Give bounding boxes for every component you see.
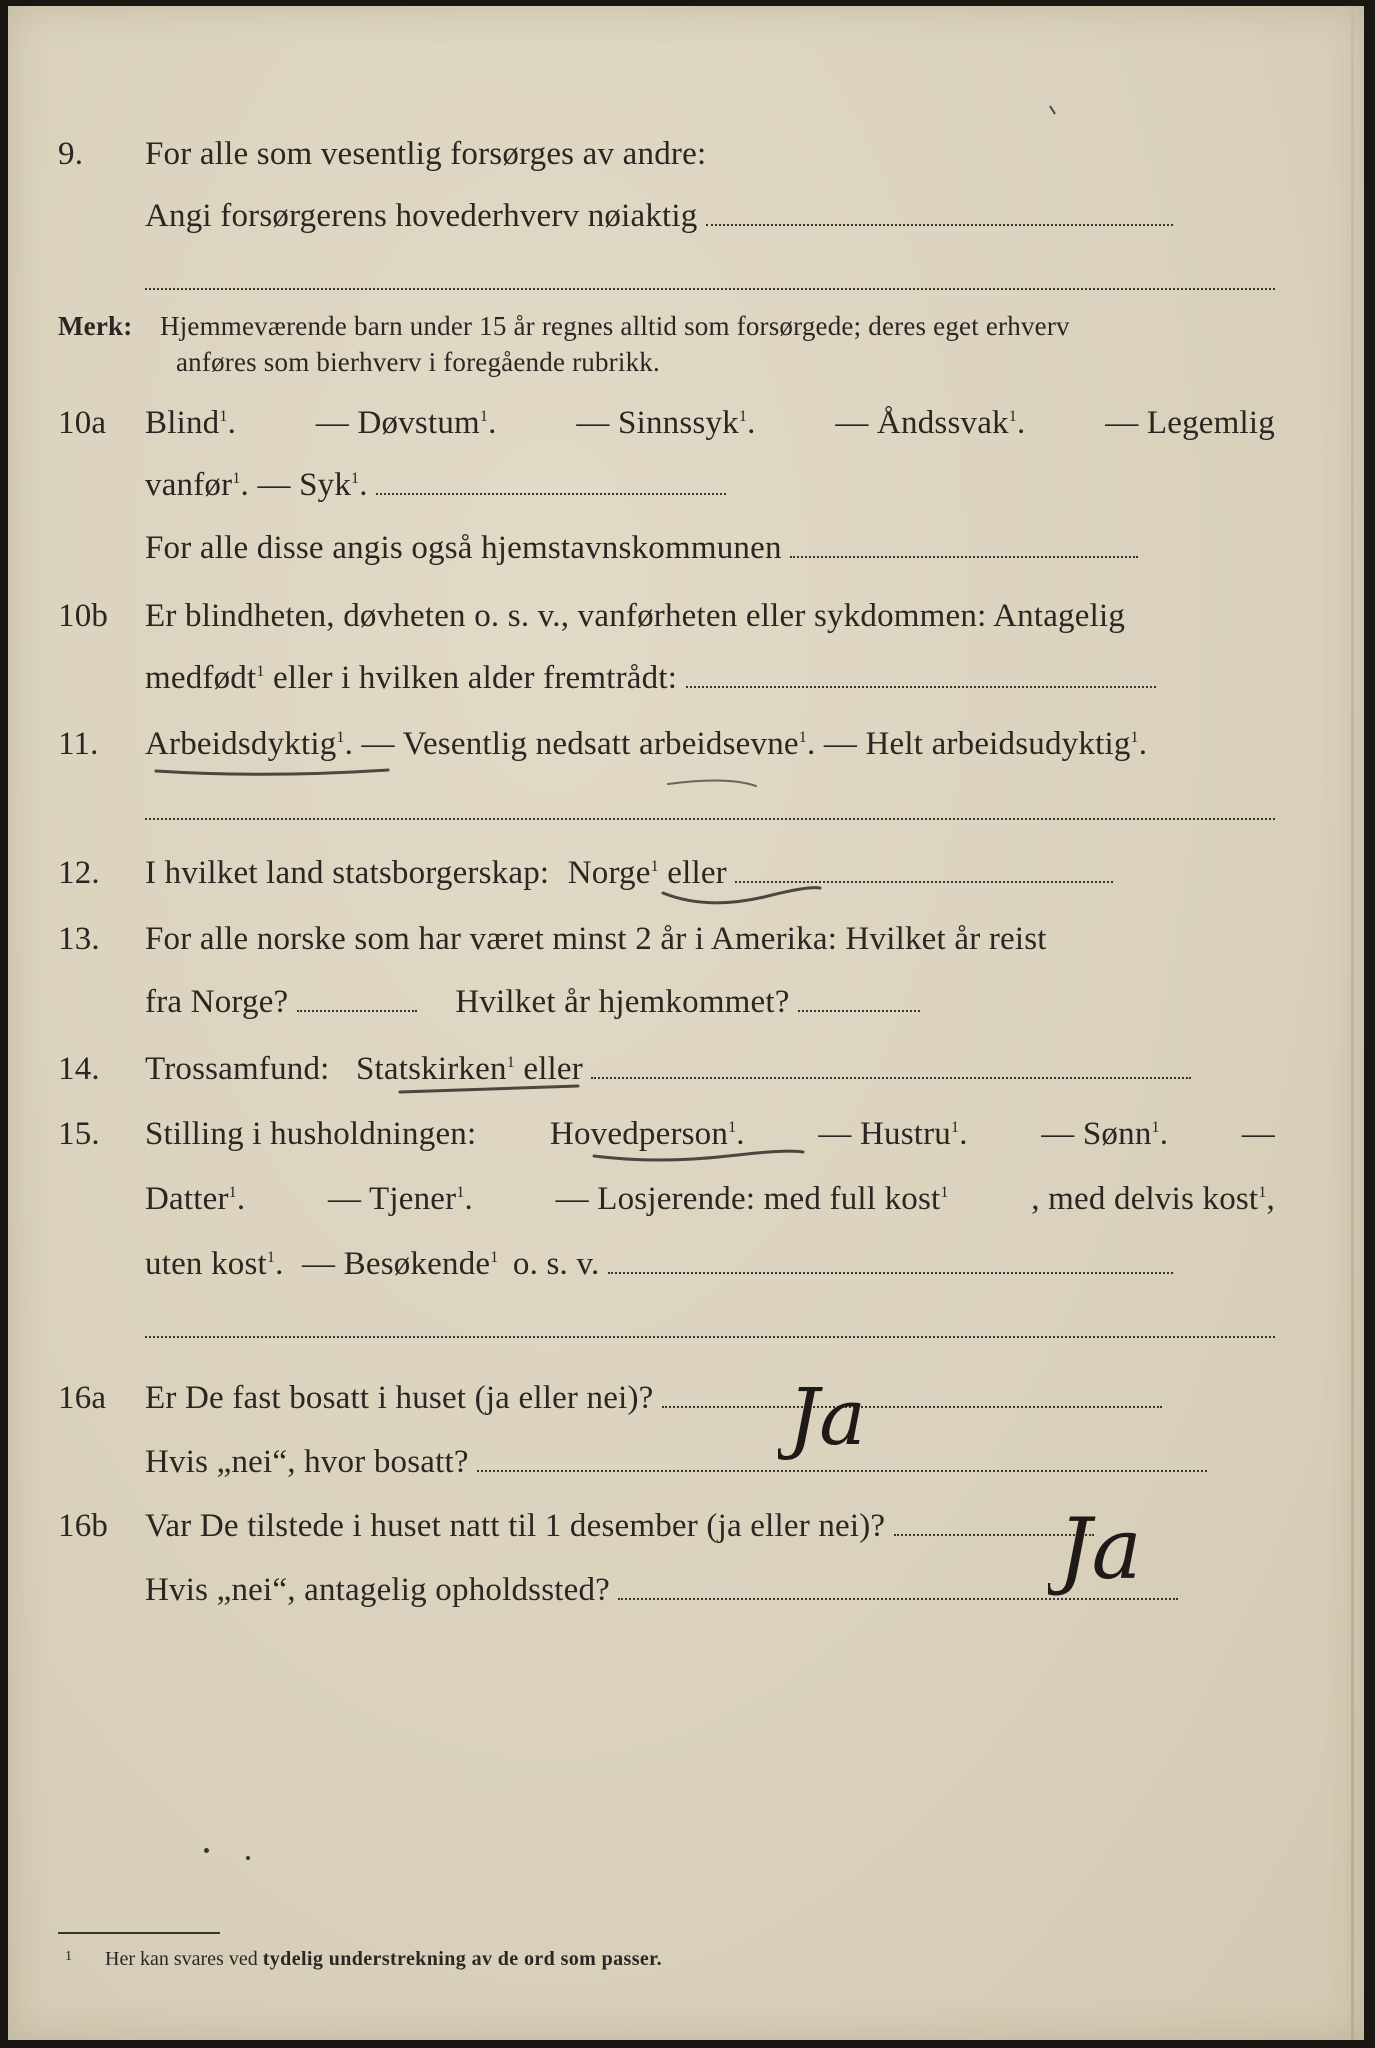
option-blind[interactable]: Blind$^1$.	[145, 405, 237, 441]
q10a-syk-field[interactable]	[376, 471, 726, 495]
q16b-answer-field[interactable]	[894, 1512, 1094, 1536]
footnote-number: 1	[65, 1949, 72, 1964]
q15-other-field[interactable]	[608, 1250, 1173, 1274]
q11-number: 11.	[58, 726, 99, 762]
q11-extra-line[interactable]	[145, 818, 1275, 820]
q12-country-field[interactable]	[735, 859, 1113, 883]
q16b-location-field[interactable]	[618, 1576, 1178, 1600]
census-form-page: 9. For alle som vesentlig forsørges av andre: Angi forsørgerens hovederhverv nøiaktig Merk: Hjemmeværende barn under 15 år regnes alltid som forsørgede; deres eget erhverv anføres som bierhverv i foregående rubrikk. 10a Blind$^1$. — Døvstum$^1$. — Sinnssyk$^1$. — Åndssvak$^1$. — Legemlig vanfør$^1$. — Syk$^1$. For alle disse angis også hjemstavnskommunen 10b Er blindheten, døvheten o. s. v., vanførheten eller sykdommen: Antagelig medfødt$^1$ eller i hvilken alder fremtrådt: 11. Arbeidsdyktig$^1$. — Vesentlig nedsatt arbeidsevne$^1$. — Helt arbeidsudyktig$^1$. 12. I hvilket land statsborgerskap: Norge$^1$ eller 13. For alle norske som har været minst 2 år i Amerika: Hvilket år reist fra Norge? Hvilket år hjemkommet? 14. Trossamfund: Statskirken$^1$ eller 15. Stilling i husholdningen: Hovedperson$^1$. — Hustru$^1$. — Sønn$^1$. — Datter$^1$. — Tjener$^1$. — Losjerende: med full kost$^1$ , med delvis kost$^1$, uten kost$^1$. — Besøkende$^1$ o. s. v. 16a Er De fast bosatt i huset (ja eller nei)? Hvis „nei“, hvor bosatt? 16b Var De tilstede i huset natt til 1 desember (ja eller nei)? Hvis „nei“, antagelig opholdssted? Ja Ja 1 Her kan svares ved tydelig understrekning av de ord som passer.	[8, 6, 1364, 2040]
merk-text-1: Hjemmeværende barn under 15 år regnes alltid som forsørgede; deres eget erhverv	[160, 311, 1070, 341]
footnote-text-1: Her kan svares ved	[105, 1948, 258, 1970]
q9-occupation-label: Angi forsørgerens hovederhverv nøiaktig	[145, 198, 698, 234]
q12-eller: eller	[667, 855, 727, 891]
q14-eller: eller	[523, 1051, 583, 1087]
q10a-number: 10a	[58, 405, 107, 441]
q10b-number: 10b	[58, 598, 109, 634]
q13-left-year-field[interactable]	[297, 988, 417, 1012]
option-medfodt[interactable]: medfødt$^1$	[145, 660, 265, 696]
footnote	[65, 1946, 663, 1972]
merk-label: Merk:	[58, 311, 133, 341]
q10b-age-label: eller i hvilken alder fremtrådt:	[273, 660, 678, 696]
q16b-question: Var De tilstede i huset natt til 1 desember (ja eller nei)?	[145, 1508, 886, 1544]
option-datter[interactable]: Datter$^1$.	[145, 1181, 246, 1217]
option-andssvak[interactable]: — Åndssvak$^1$.	[835, 405, 1026, 441]
q16a-question: Er De fast bosatt i huset (ja eller nei)?	[145, 1380, 654, 1416]
q9-text: For alle som vesentlig forsørges av andre:	[145, 136, 707, 172]
q12-label: I hvilket land statsborgerskap:	[145, 855, 550, 891]
option-syk[interactable]: — Syk$^1$.	[257, 467, 368, 503]
q15-label: Stilling i husholdningen:	[145, 1116, 477, 1152]
q10b-text: Er blindheten, døvheten o. s. v., vanførheten eller sykdommen: Antagelig	[145, 598, 1126, 634]
footnote-rule	[58, 1932, 220, 1934]
option-sonn[interactable]: — Sønn$^1$.	[1041, 1116, 1169, 1152]
option-tjener[interactable]: — Tjener$^1$.	[327, 1181, 473, 1217]
q14-religion-field[interactable]	[591, 1055, 1191, 1079]
q13-left-label: fra Norge?	[145, 984, 289, 1020]
q13-returned-label: Hvilket år hjemkommet?	[455, 984, 790, 1020]
option-besokende[interactable]: — Besøkende$^1$	[302, 1246, 499, 1282]
speck-mark	[204, 1848, 209, 1853]
option-hustru[interactable]: — Hustru$^1$.	[818, 1116, 968, 1152]
option-uten-kost[interactable]: uten kost$^1$.	[145, 1246, 284, 1282]
q10b-age-field[interactable]	[686, 664, 1156, 688]
option-dovstum[interactable]: — Døvstum$^1$.	[315, 405, 497, 441]
q15-extra-line[interactable]	[145, 1336, 1275, 1338]
q16a-where-label: Hvis „nei“, hvor bosatt?	[145, 1444, 469, 1480]
q13-returned-year-field[interactable]	[798, 988, 920, 1012]
page-edge	[1351, 6, 1354, 2040]
option-norge[interactable]: Norge$^1$	[567, 855, 659, 891]
q16b-number: 16b	[58, 1508, 109, 1544]
q16a-where-field[interactable]	[477, 1448, 1207, 1472]
q9-occupation-field[interactable]	[706, 202, 1173, 226]
q14-number: 14.	[58, 1051, 100, 1087]
q12-number: 12.	[58, 855, 100, 891]
option-hovedperson[interactable]: Hovedperson$^1$.	[549, 1116, 745, 1152]
q10a-hometown-label: For alle disse angis også hjemstavnskommunen	[145, 530, 782, 566]
speck-mark	[246, 1856, 250, 1860]
option-delvis-kost[interactable]: , med delvis kost$^1$,	[1031, 1181, 1275, 1217]
q13-text: For alle norske som har været minst 2 år i Amerika: Hvilket år reist	[145, 921, 1047, 957]
q9-extra-line[interactable]	[145, 288, 1275, 290]
option-arbeidsudyktig[interactable]: — Helt arbeidsudyktig$^1$.	[823, 726, 1148, 762]
q16b-location-label: Hvis „nei“, antagelig opholdssted?	[145, 1572, 611, 1608]
q13-number: 13.	[58, 921, 100, 957]
option-legemlig[interactable]: — Legemlig	[1105, 405, 1275, 441]
q16a-number: 16a	[58, 1380, 107, 1416]
option-vanfor[interactable]: vanfør$^1$.	[145, 467, 249, 503]
q15-number: 15.	[58, 1116, 100, 1152]
q16a-answer-field[interactable]	[662, 1384, 1162, 1408]
q9-number: 9.	[58, 136, 84, 172]
q10a-hometown-field[interactable]	[790, 534, 1138, 558]
q14-label: Trossamfund:	[145, 1051, 330, 1087]
option-statskirken[interactable]: Statskirken$^1$	[356, 1051, 515, 1087]
option-nedsatt-arbeidsevne[interactable]: — Vesentlig nedsatt arbeidsevne$^1$.	[361, 726, 816, 762]
merk-text-2: anføres som bierhverv i foregående rubrikk.	[176, 347, 660, 377]
svg-text:Ja: Ja	[1058, 1500, 1142, 1598]
option-full-kost[interactable]: — Losjerende: med full kost$^1$	[555, 1181, 949, 1217]
option-arbeidsdyktig[interactable]: Arbeidsdyktig$^1$.	[145, 726, 354, 762]
svg-text:Ja: Ja	[788, 1374, 866, 1463]
footnote-text-2: tydelig understrekning av de ord som passer.	[262, 1948, 663, 1970]
option-sinnssyk[interactable]: — Sinnssyk$^1$.	[576, 405, 756, 441]
